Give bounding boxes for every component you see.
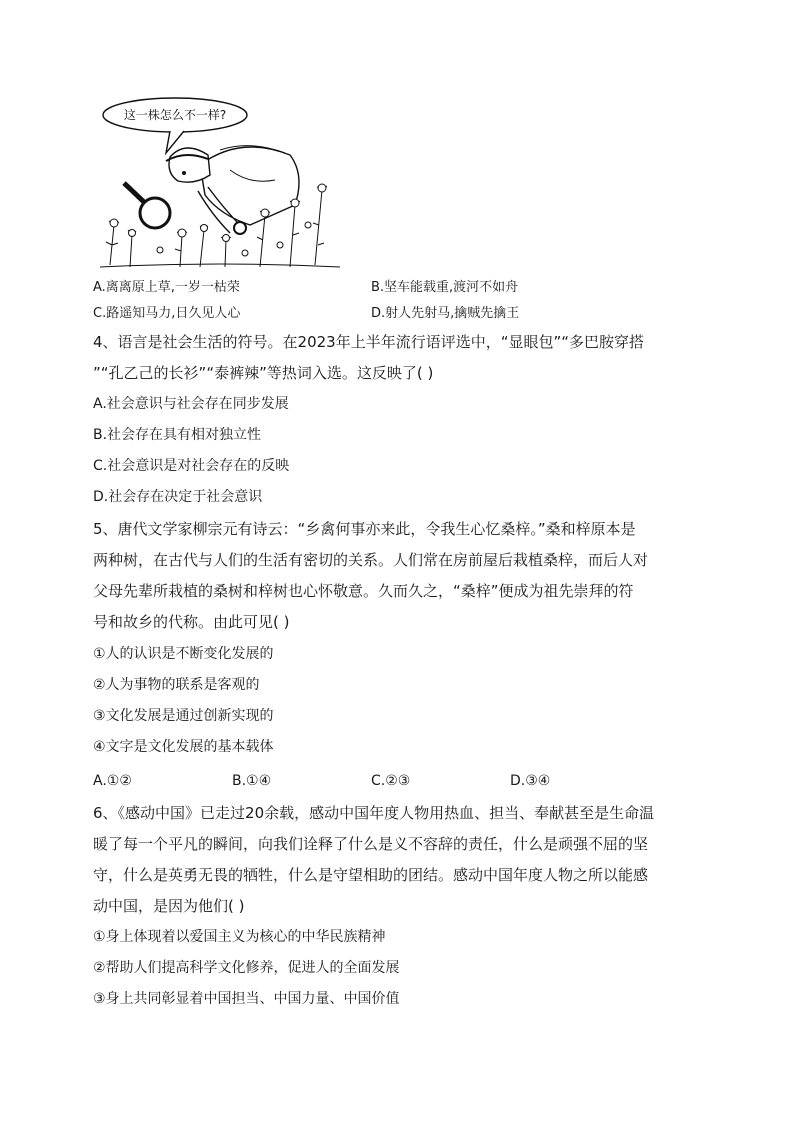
q5-statement-1: ①人的认识是不断变化发展的 bbox=[93, 646, 274, 662]
q5-stem-line-4: 号和故乡的代称。由此可见( ) bbox=[93, 613, 290, 631]
q4-stem-line-1: 4、语言是社会生活的符号。在2023年上半年流行语评选中，“显眼包”“多巴胺穿搭 bbox=[93, 333, 645, 351]
q6-statement-3: ③身上共同彰显着中国担当、中国力量、中国价值 bbox=[93, 991, 400, 1007]
q5-stem-line-3: 父母先辈所栽植的桑树和梓树也心怀敬意。久而久之，“桑梓”便成为祖先崇拜的符 bbox=[93, 582, 634, 600]
q4-option-d: D.社会存在决定于社会意识 bbox=[93, 489, 263, 505]
q3-option-d: D.射人先射马,擒贼先擒王 bbox=[371, 306, 520, 321]
q5-answer-c: C.②③ bbox=[371, 773, 411, 789]
q6-stem-line-2: 暖了每一个平凡的瞬间，向我们诠释了什么是义不容辞的责任，什么是顽强不屈的坚 bbox=[93, 835, 649, 853]
q6-statement-2: ②帮助人们提高科学文化修养，促进人的全面发展 bbox=[93, 960, 400, 976]
q5-stem-line-1: 5、唐代文学家柳宗元有诗云：“乡禽何事亦来此，令我生心忆桑梓。”桑和梓原本是 bbox=[93, 520, 636, 538]
q5-answer-d: D.③④ bbox=[510, 773, 551, 789]
q3-option-a: A.离离原上草,一岁一枯荣 bbox=[93, 280, 240, 295]
q5-statement-2: ②人为事物的联系是客观的 bbox=[93, 677, 260, 693]
q4-option-c: C.社会意识是对社会存在的反映 bbox=[93, 458, 290, 474]
q4-option-b: B.社会存在具有相对独立性 bbox=[93, 427, 262, 443]
q5-statement-4: ④文字是文化发展的基本载体 bbox=[93, 739, 274, 755]
q3-options-row-2 bbox=[93, 303, 713, 325]
q6-statement-1: ①身上体现着以爱国主义为核心的中华民族精神 bbox=[93, 929, 386, 945]
q6-stem-line-1: 6、《感动中国》已走过20余载，感动中国年度人物用热血、担当、奉献甚至是生命温 bbox=[93, 804, 655, 822]
q5-answer-a: A.①② bbox=[93, 773, 132, 789]
q6-stem-line-4: 动中国，是因为他们( ) bbox=[93, 897, 245, 915]
q5-stem-line-2: 两种树，在古代与人们的生活有密切的关系。人们常在房前屋后栽植桑梓，而后人对 bbox=[93, 551, 649, 569]
q3-options-row-1 bbox=[93, 277, 713, 299]
cartoon-illustration bbox=[100, 95, 340, 270]
q4-stem-line-2: ”“孔乙己的长衫”“泰裤辣”等热词入选。这反映了( ) bbox=[93, 364, 434, 382]
q5-answer-b: B.①④ bbox=[232, 773, 272, 789]
q5-statement-3: ③文化发展是通过创新实现的 bbox=[93, 708, 274, 724]
q3-option-c: C.路遥知马力,日久见人心 bbox=[93, 306, 241, 321]
q6-stem-line-3: 守，什么是英勇无畏的牺牲，什么是守望相助的团结。感动中国年度人物之所以能感 bbox=[93, 866, 649, 884]
q3-option-b: B.坚车能载重,渡河不如舟 bbox=[371, 280, 519, 295]
speech-bubble-text: 这一株怎么不一样? bbox=[123, 108, 227, 122]
q4-option-a: A.社会意识与社会存在同步发展 bbox=[93, 396, 289, 412]
